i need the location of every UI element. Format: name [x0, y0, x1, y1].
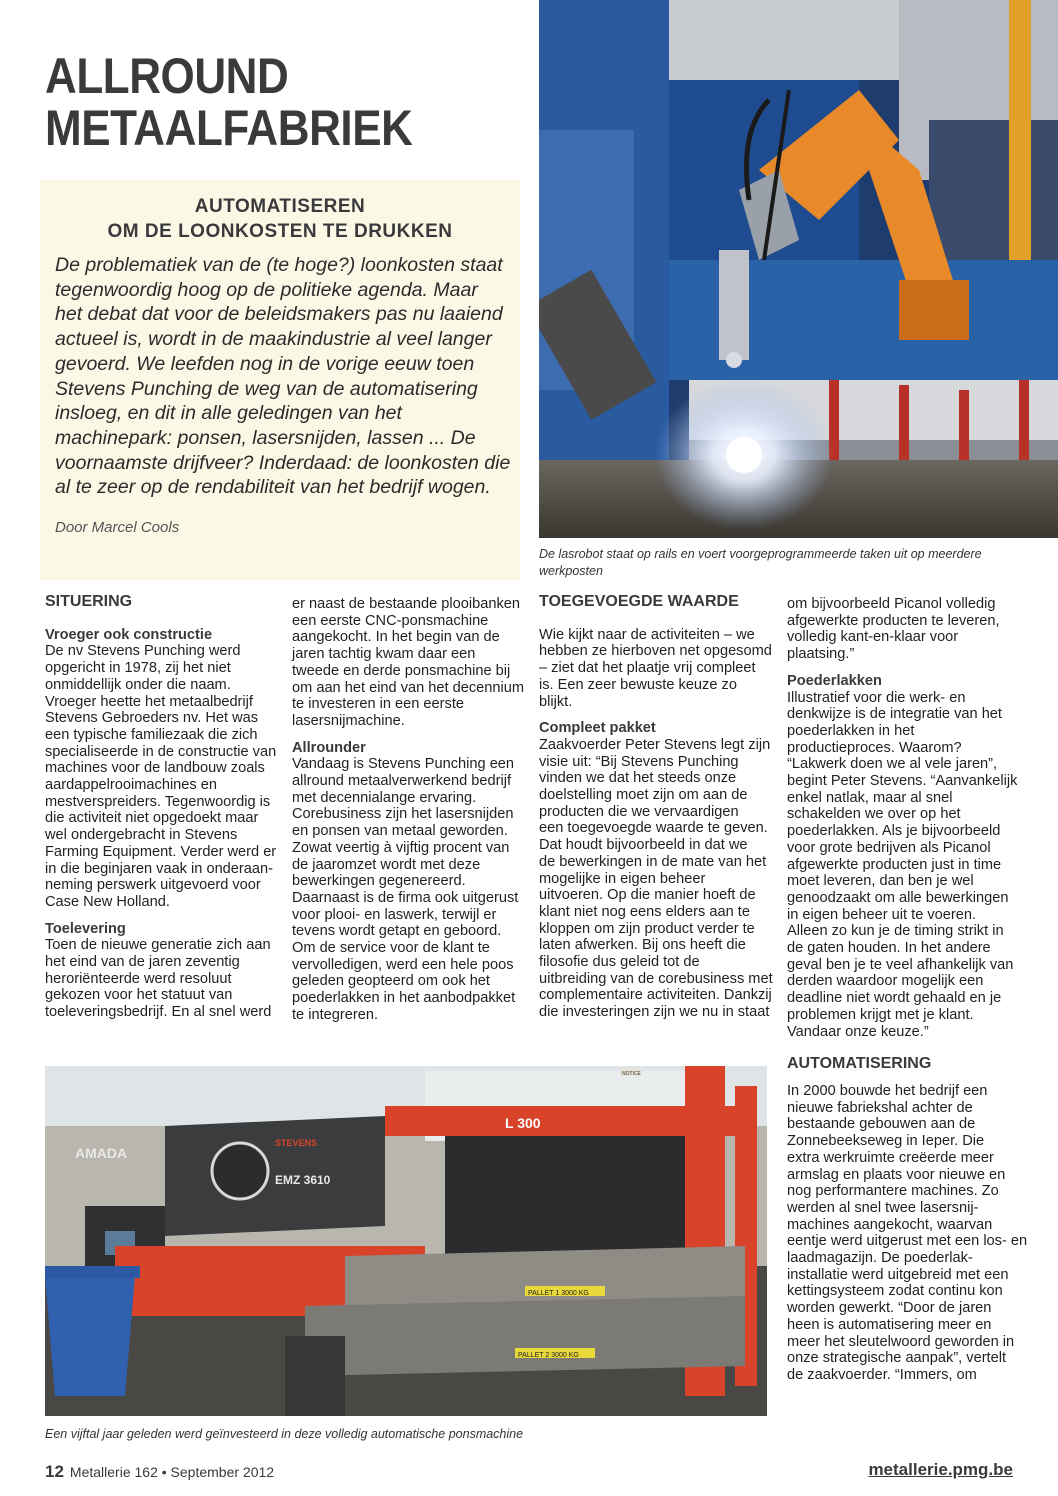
punch-machine-photo	[45, 1066, 767, 1416]
photo-label-brand: AMADA	[75, 1145, 128, 1161]
byline: Door Marcel Cools	[55, 519, 180, 536]
robot-photo-caption: De lasrobot staat op rails en voert voorgeprogrammeerde taken uit op meerdere werkposten	[539, 547, 982, 578]
punch-machine-illustration	[45, 1066, 767, 1416]
footer-issue: 12 Metallerie 162 • September 2012	[45, 1462, 275, 1481]
photo-label-pallet-2: PALLET 2 3000 KG	[518, 1352, 579, 1359]
subheading-vroeger: Vroeger ook constructie	[45, 626, 213, 643]
photo-label-pallet-1: PALLET 1 3000 KG	[528, 1290, 589, 1297]
photo-label-stevens: STEVENS	[275, 1138, 318, 1148]
heading-automatisering: AUTOMATISERING	[787, 1055, 932, 1073]
column-toegevoegde-waarde: TOEGEVOEGDE WAARDE Wie kijkt naar de activiteiten – we hebben ze hierboven net opgesomd – ziet dat het plaatje vrij compleet is. Een zeer bewuste keuze zo blijkt. Compleet pakket Zaakvoerder Peter Stevens legt zijn visie uit: “Bij Stevens Punching vinden we dat het steeds onze doelstelling moet zijn om aan de producten die we vervaardigen een toegevoegde waarde te geven. Dat houdt bijvoorbeeld in dat we de bewerkingen in de mate van het mogelijke in eigen beheer uitvoeren. Op die manier hoeft de klant niet nog eens elders aan te kloppen om zijn product verder te laten afwerken. Bij ons heeft die filosofie dus geleid tot de uitbreiding van de corebusiness met complementaire activiteiten. Dankzij die investeringen zijn we nu in staat	[539, 593, 773, 1021]
welding-robot-photo	[539, 0, 1058, 538]
footer-website-link[interactable]: metallerie.pmg.be	[868, 1460, 1013, 1479]
column-automatisering: om bijvoorbeeld Picanol volledig afgewerkte producten te leveren, volledig kant-en-klaar voor plaatsing.” Poederlakken Illustratief voor die werk- en denkwijze is de integratie van het poederlakken in het productieproces. Waarom? “Lakwerk doen we al vele jaren”, begint Peter Stevens. “Aanvankelijk enkel natlak, maar al snel schakelden we over op het poederlakken. Als je bijvoorbeeld voor grote bedrijven als Picanol afgewerkte producten just in time moet leveren, dan ben je wel genoodzaakt om alle bewerkingen in eigen beheer uit te voeren. Alleen zo kun je de timing strikt in de gaten houden. In het andere geval ben je te veel afhankelijk van derden waardoor mogelijk een deadline niet wordt gehaald en je problemen krijgt met je klant. Vandaar onze keuze.” AUTOMATISERING In 2000 bouwde het bedrijf een nieuwe fabriekshal achter de bestaande gebouwen aan de Zonnebeekseweg in Ieper. Die extra werkruimte creëerde meer armslag en plaats voor nieuwe en nog performantere machines. Zo werden al snel twee lasersnij- machines aangekocht, waarvan eentje werd uitgerust met een los- en laadmagazijn. De poederlak- installatie werd uitgebreid met een kettingsysteem zodat continu kon worden gewerkt. “Door de jaren heen is automatisering meer en meer het sleutelwoord geworden in onze strategische aanpak”, vertelt de zaakvoerder. “Immers, om	[787, 596, 1028, 1383]
heading-toegevoegde-waarde: TOEGEVOEGDE WAARDE	[539, 593, 739, 610]
photo-label-loader: L 300	[505, 1115, 541, 1131]
punch-photo-caption: Een vijftal jaar geleden werd geïnvesteerd in deze volledig automatische ponsmachine	[45, 1427, 524, 1441]
subheading-toelevering: Toelevering	[45, 920, 126, 937]
intro-text: De problematiek van de (te hoge?) loonkosten staat tegenwoordig hoog op de politieke agenda. Maar het debat dat voor de beleidsmakers pas nu laaiend actueel is, wordt in de maakindustrie al veel langer gevoerd. We leefden nog in de vorige eeuw toen Stevens Punching de weg van de automatisering insloeg, en dit in alle geledingen van het machinepark: ponsen, lasersnijden, lassen ... De voornaamste drijfveer? Inderdaad: de loonkosten die al te zeer op de rendabiliteit van het bedrijf wogen.	[55, 254, 511, 499]
intro-box	[40, 180, 520, 580]
photo-label-notice: NOTICE	[622, 1071, 641, 1077]
subheading-allrounder: Allrounder	[292, 739, 366, 756]
column-allrounder: er naast de bestaande plooibanken een eerste CNC-ponsmachine aangekocht. In het begin van de jaren tachtig kwam daar een tweede en derde ponsmachine bij om aan het eind van het decennium te investeren in een eerste lasersnijmachine. Allrounder Vandaag is Stevens Punching een allround metaalverwerkend bedrijf met decennialange ervaring. Corebusiness zijn het lasersnijden en ponsen van metaal geworden. Zowat veertig à vijftig procent van de jaaromzet wordt met deze bewerkingen gegenereerd. Daarnaast is de firma ook uitgerust voor plooi- en laswerk, terwijl er tevens wordt getapt en geboord. Om de service voor de klant te vervolledigen, werd een hele poos geleden geopteerd om ook het poederlakken in het aanbodpakket te integreren.	[292, 596, 525, 1023]
heading-situering: SITUERING	[45, 593, 133, 610]
welding-robot-illustration	[539, 0, 1058, 538]
photo-label-model: EMZ 3610	[275, 1173, 331, 1187]
subheading-poederlakken: Poederlakken	[787, 672, 882, 689]
subheading-compleet-pakket: Compleet pakket	[539, 720, 656, 737]
page-number: 12	[45, 1462, 64, 1481]
article-title: ALLROUND METAALFABRIEK	[45, 48, 413, 156]
intro-heading: AUTOMATISEREN OM DE LOONKOSTEN TE DRUKKEN	[107, 196, 453, 242]
column-situering: SITUERING Vroeger ook constructie De nv Stevens Punching werd opgericht in 1978, zij het niet onmiddellijk onder die naam. Vroeger heette het metaalbedrijf Stevens Gebroeders nv. Het was een typische familiezaak die zich specialiseerde in de constructie van machines voor de landbouw zoals aardappelrooimachines en mestverspreiders. Tegenwoordig is die activiteit niet opgedoekt maar wel ondergebracht in Stevens Farming Equipment. Verder werd er in die beginjaren vaak in onderaan- neming perswerk uitgevoerd voor Case New Holland. Toelevering Toen de nieuwe generatie zich aan het eind van de jaren zeventig heroriënteerde werd resoluut gekozen voor het statuut van toeleveringsbedrijf. En al snel werd	[45, 593, 277, 1021]
